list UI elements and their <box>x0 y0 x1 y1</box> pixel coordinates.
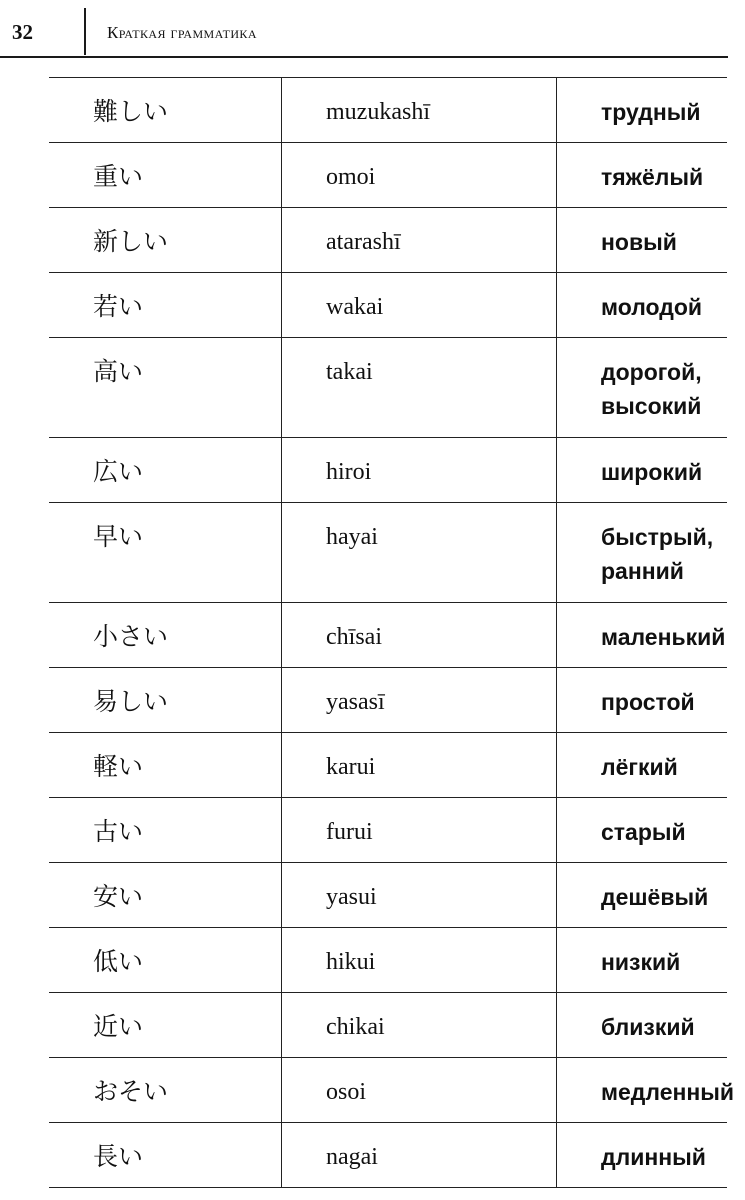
japanese-word: 近い <box>49 993 282 1058</box>
table-row <box>49 928 727 993</box>
japanese-word: おそい <box>49 1058 282 1123</box>
japanese-word: 長い <box>49 1123 282 1188</box>
translation-line: молодой <box>601 294 703 320</box>
vocabulary-table <box>49 77 735 1188</box>
translation-line: широкий <box>601 459 703 485</box>
japanese-word: 易しい <box>49 668 282 733</box>
table-row <box>49 338 727 438</box>
russian-translation <box>557 438 728 503</box>
romaji-reading: yasui <box>282 863 557 928</box>
romaji-reading: hayai <box>282 503 557 603</box>
romaji-reading: wakai <box>282 273 557 338</box>
romaji-reading: hiroi <box>282 438 557 503</box>
translation-line: дорогой, <box>601 359 702 385</box>
table-row <box>49 208 727 273</box>
romaji-reading: hikui <box>282 928 557 993</box>
russian-translation <box>557 928 728 993</box>
japanese-word: 小さい <box>49 603 282 668</box>
japanese-word: 新しい <box>49 208 282 273</box>
table-row <box>49 503 727 603</box>
russian-translation <box>557 863 728 928</box>
translation-line: высокий <box>601 393 702 419</box>
romaji-reading: muzukashī <box>282 78 557 143</box>
table-row <box>49 993 727 1058</box>
japanese-word: 重い <box>49 143 282 208</box>
romaji-reading: atarashī <box>282 208 557 273</box>
russian-translation <box>557 1058 735 1123</box>
japanese-word: 安い <box>49 863 282 928</box>
table-row <box>49 1058 727 1123</box>
page-number: 32 <box>12 20 33 44</box>
translation-line: близкий <box>601 1014 695 1040</box>
translation-line: тяжёлый <box>601 164 704 190</box>
table-row <box>49 78 727 143</box>
table-row <box>49 668 727 733</box>
vocabulary-table-body <box>49 78 735 1188</box>
translation-line: новый <box>601 229 677 255</box>
russian-translation <box>557 338 728 438</box>
translation-line: простой <box>601 689 695 715</box>
russian-translation <box>557 273 728 338</box>
romaji-reading: nagai <box>282 1123 557 1188</box>
japanese-word: 高い <box>49 338 282 438</box>
romaji-reading: osoi <box>282 1058 557 1123</box>
translation-line: дешёвый <box>601 884 709 910</box>
japanese-word: 軽い <box>49 733 282 798</box>
russian-translation <box>557 143 728 208</box>
translation-line: длинный <box>601 1144 706 1170</box>
table-row <box>49 143 727 208</box>
translation-line: лёгкий <box>601 754 678 780</box>
romaji-reading: yasasī <box>282 668 557 733</box>
japanese-word: 古い <box>49 798 282 863</box>
russian-translation <box>557 798 728 863</box>
russian-translation <box>557 78 728 143</box>
page-header <box>0 0 728 58</box>
translation-line: старый <box>601 819 686 845</box>
romaji-reading: chikai <box>282 993 557 1058</box>
russian-translation <box>557 208 728 273</box>
romaji-reading: takai <box>282 338 557 438</box>
romaji-reading: karui <box>282 733 557 798</box>
table-row <box>49 798 727 863</box>
japanese-word: 難しい <box>49 78 282 143</box>
running-title: Краткая грамматика <box>107 23 257 42</box>
translation-line: трудный <box>601 99 701 125</box>
table-row <box>49 438 727 503</box>
table-row <box>49 273 727 338</box>
table-row <box>49 603 727 668</box>
table-row <box>49 863 727 928</box>
translation-line: медленный <box>601 1079 735 1105</box>
romaji-reading: furui <box>282 798 557 863</box>
romaji-reading: omoi <box>282 143 557 208</box>
romaji-reading: chīsai <box>282 603 557 668</box>
japanese-word: 若い <box>49 273 282 338</box>
russian-translation <box>557 1123 728 1188</box>
russian-translation <box>557 993 728 1058</box>
russian-translation <box>557 733 728 798</box>
table-row <box>49 733 727 798</box>
translation-line: маленький <box>601 624 726 650</box>
japanese-word: 広い <box>49 438 282 503</box>
russian-translation <box>557 668 728 733</box>
header-divider <box>84 8 86 55</box>
russian-translation <box>557 503 728 603</box>
japanese-word: 低い <box>49 928 282 993</box>
translation-line: быстрый, <box>601 524 714 550</box>
table-row <box>49 1123 727 1188</box>
translation-line: ранний <box>601 558 684 584</box>
translation-line: низкий <box>601 949 681 975</box>
russian-translation <box>557 603 728 668</box>
japanese-word: 早い <box>49 503 282 603</box>
